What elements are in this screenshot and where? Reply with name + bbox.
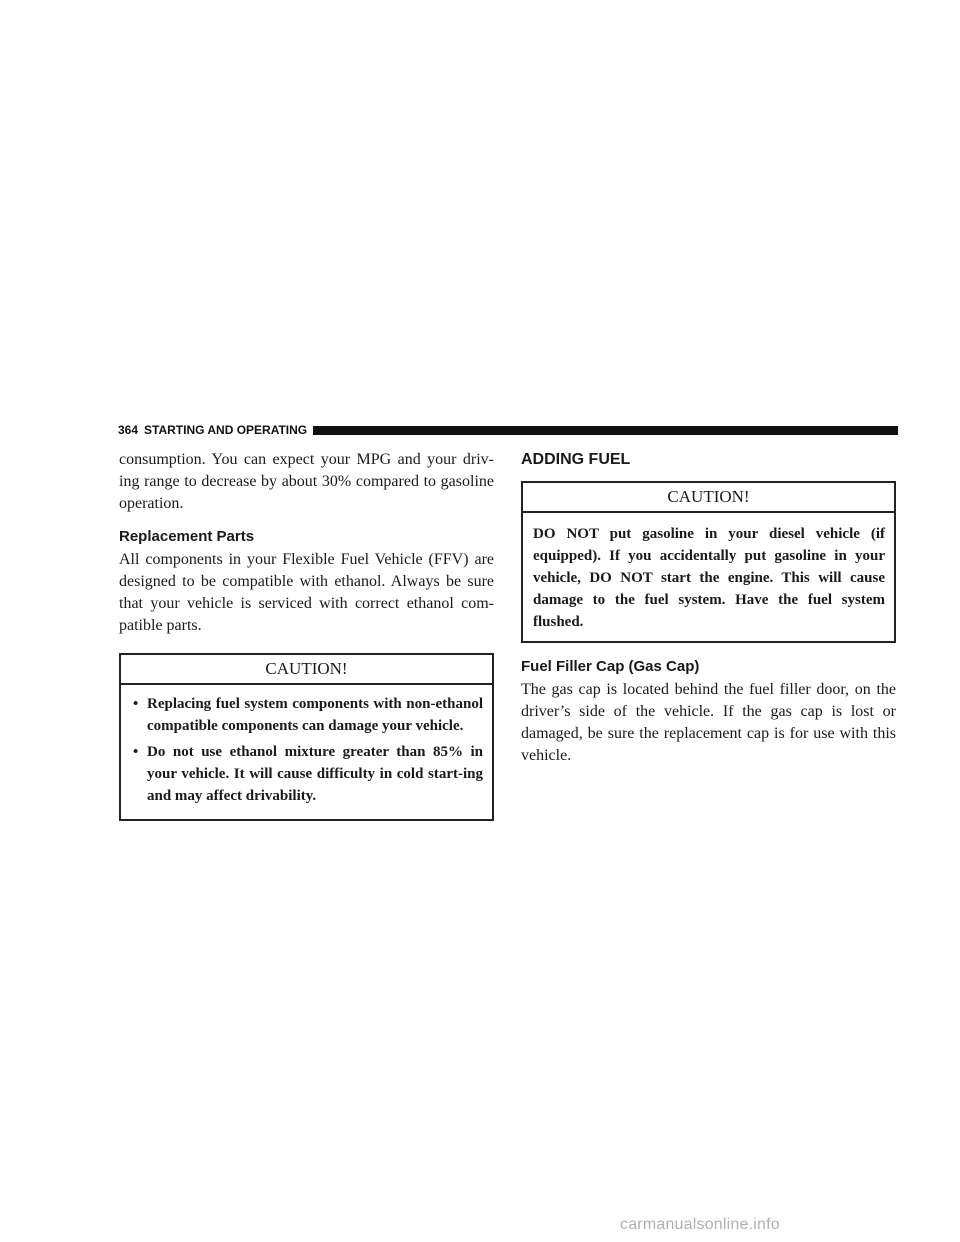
- page-number: 364: [118, 423, 139, 437]
- left-column: [119, 449, 494, 821]
- right-column: [521, 449, 896, 767]
- header-rule: [313, 426, 898, 435]
- caution-list-item: [131, 693, 483, 737]
- replacement-parts-paragraph: All components in your Flexible Fuel Vehicle (FFV) are designed to be compatible with ethanol. Always be sure that your vehicle is serviced with correct ethanol com-patible parts.: [119, 551, 494, 634]
- caution-body-text: DO NOT put gasoline in your diesel vehicle (if equipped). If you accidentally put gasoline in your vehicle, DO NOT start the engine. This will cause damage to the fuel system. Have the fuel system flushed.: [533, 526, 885, 630]
- caution-item-text: Replacing fuel system components with non-ethanol compatible components can damage your vehicle.: [147, 696, 483, 734]
- caution-item-text: Do not use ethanol mixture greater than 85% in your vehicle. It will cause difficulty in cold start-ing and may affect drivability.: [147, 744, 483, 804]
- page-header: [118, 422, 898, 438]
- replacement-parts-heading: Replacement Parts: [119, 528, 255, 545]
- fuel-filler-cap-paragraph: The gas cap is located behind the fuel filler door, on the driver’s side of the vehicle. If the gas cap is lost or damaged, be sure the replacement cap is for use with this vehicle.: [521, 681, 896, 764]
- caution-body: [121, 685, 492, 819]
- bullet-icon: •: [133, 744, 139, 760]
- caution-title: CAUTION!: [121, 655, 492, 685]
- caution-box-diesel: [521, 481, 896, 643]
- caution-list-item: [131, 741, 483, 807]
- adding-fuel-title: ADDING FUEL: [521, 451, 631, 468]
- caution-list: [131, 693, 483, 807]
- section-name: STARTING AND OPERATING: [144, 423, 308, 437]
- caution-title: CAUTION!: [523, 483, 894, 513]
- caution-box-ethanol: [119, 653, 494, 821]
- watermark-text: carmanualsonline.info: [620, 1216, 780, 1233]
- intro-paragraph: consumption. You can expect your MPG and your driv-ing range to decrease by about 30% compared to gasoline operation.: [119, 451, 494, 512]
- bullet-icon: •: [133, 696, 139, 712]
- fuel-filler-cap-heading: Fuel Filler Cap (Gas Cap): [521, 658, 700, 675]
